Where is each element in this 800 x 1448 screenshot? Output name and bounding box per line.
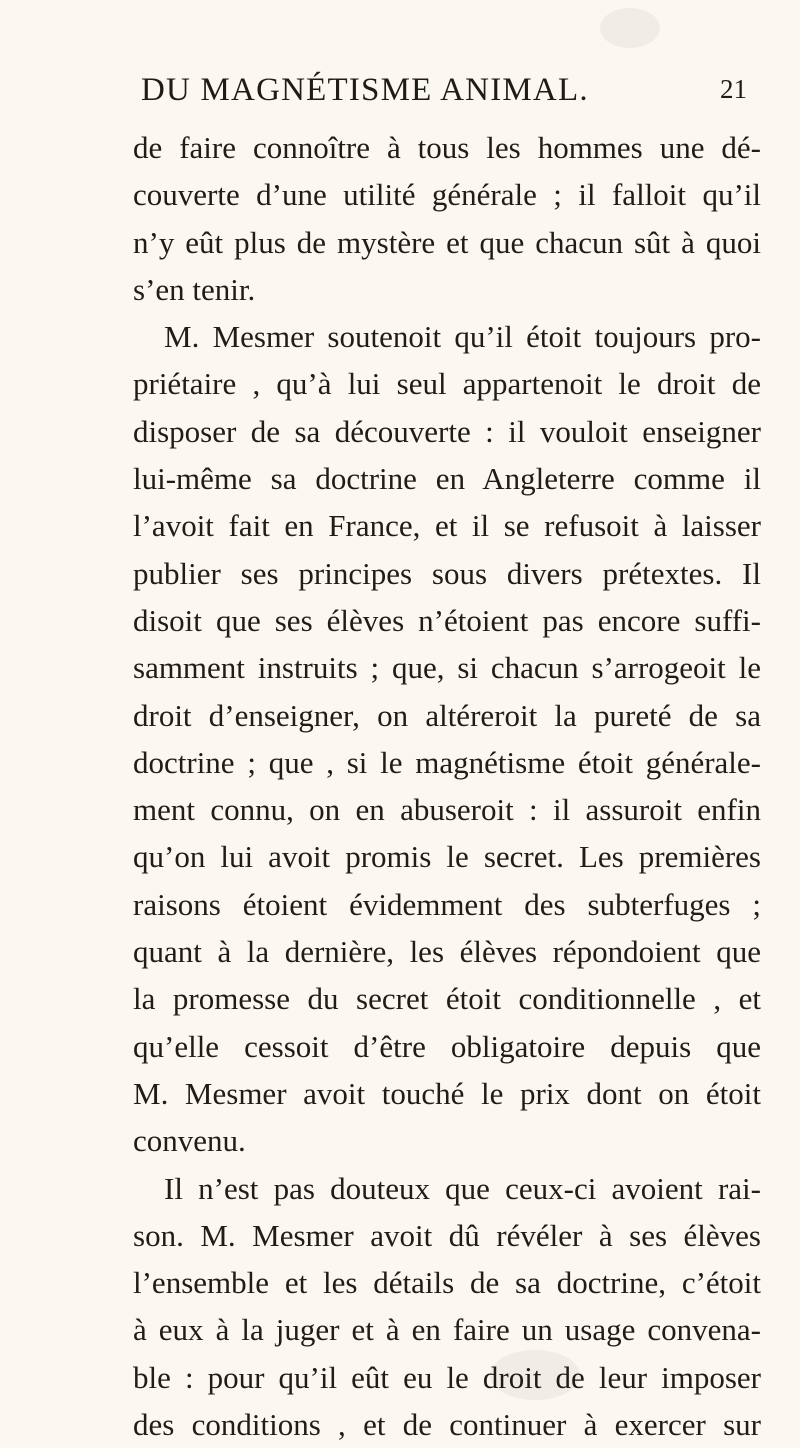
text-line: des conditions , et de continuer à exercer sur (133, 1407, 761, 1443)
paper-stain (600, 8, 660, 48)
text-line: son. M. Mesmer avoit dû révéler à ses élèves (133, 1217, 761, 1253)
text-line: lui-même sa doctrine en Angleterre comme il (133, 461, 761, 497)
text-line: qu’elle cessoit d’être obligatoire depuis que (133, 1028, 761, 1064)
text-line: s’en tenir. (133, 271, 256, 307)
text-line: l’ensemble et les détails de sa doctrine, c’étoit (133, 1265, 761, 1301)
text-line: priétaire , qu’à lui seul appartenoit le droit de (133, 366, 761, 402)
text-line: doctrine ; que , si le magnétisme étoit générale- (133, 744, 761, 780)
text-line: raisons étoient évidemment des subterfuges ; (133, 886, 761, 922)
text-line: la promesse du secret étoit conditionnelle , et (133, 981, 761, 1017)
text-line: Il n’est pas douteux que ceux-ci avoient rai- (164, 1170, 761, 1206)
text-line: qu’on lui avoit promis le secret. Les premières (133, 839, 761, 875)
text-line: ment connu, on en abuseroit : il assuroit enfin (133, 792, 761, 828)
text-line: disoit que ses élèves n’étoient pas encore suffi- (133, 602, 761, 638)
text-line: publier ses principes sous divers prétextes. Il (133, 555, 761, 591)
text-line: droit d’enseigner, on altéreroit la pureté de sa (133, 697, 761, 733)
text-line: M. Mesmer soutenoit qu’il étoit toujours pro- (164, 319, 761, 355)
text-line: M. Mesmer avoit touché le prix dont on étoit (133, 1075, 761, 1111)
text-line: samment instruits ; que, si chacun s’arrogeoit le (133, 650, 761, 686)
text-line: ble : pour qu’il eût eu le droit de leur imposer (133, 1359, 761, 1395)
text-line: disposer de sa découverte : il vouloit enseigner (133, 413, 761, 449)
text-line: convenu. (133, 1123, 246, 1159)
running-head (133, 72, 761, 112)
text-line: de faire connoître à tous les hommes une dé- (133, 130, 761, 165)
text-line: quant à la dernière, les élèves répondoient que (133, 934, 761, 970)
text-line: n’y eût plus de mystère et que chacun sût à quoi (133, 224, 761, 260)
text-line: à eux à la juger et à en faire un usage convena- (133, 1312, 761, 1348)
text-line: couverte d’une utilité générale ; il falloit qu’il (133, 177, 761, 213)
page-number: 21 (720, 74, 747, 104)
text-line: l’avoit fait en France, et il se refusoit à laisser (133, 508, 761, 544)
body-text (133, 124, 761, 1448)
running-head-title: DU MAGNÉTISME ANIMAL. (141, 72, 589, 108)
